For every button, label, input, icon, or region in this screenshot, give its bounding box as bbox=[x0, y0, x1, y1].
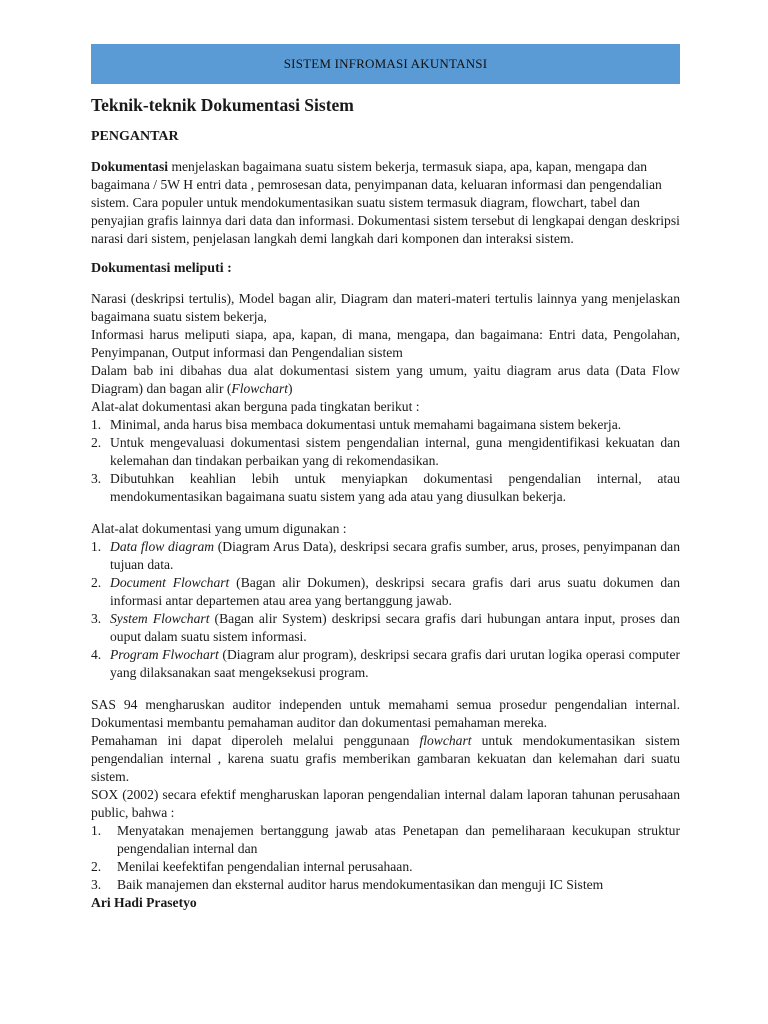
page-title: Teknik-teknik Dokumentasi Sistem bbox=[91, 95, 354, 115]
paragraph-narasi: Narasi (deskripsi tertulis), Model bagan alir, Diagram dan materi-materi tertulis lainnya yang menjelaskan bagaimana suatu sistem bekerja, bbox=[91, 291, 680, 324]
paragraph-informasi: Informasi harus meliputi siapa, apa, kapan, di mana, mengapa, dan bagaimana: Entri data, Pengolahan, Penyimpanan, Output informasi dan Pengendalian sistem bbox=[91, 327, 680, 360]
document-body bbox=[91, 94, 680, 912]
list-item: 3. System Flowchart (Bagan alir System) deskripsi secara grafis dari hubungan antara input, proses dan ouput dalam suatu sistem informasi. bbox=[91, 611, 680, 644]
list-item: 1. Data flow diagram (Diagram Arus Data), deskripsi secara grafis sumber, arus, proses, penyimpanan dan tujuan data. bbox=[91, 539, 680, 572]
paragraph-pemahaman: Pemahaman ini dapat diperoleh melalui penggunaan flowchart untuk mendokumentasikan sistem pengendalian internal , karena suatu grafis memberikan gambaran kekuatan dan kelemahan dari suatu sistem. bbox=[91, 733, 680, 784]
header-banner bbox=[91, 44, 680, 84]
author-name: Ari Hadi Prasetyo bbox=[91, 895, 197, 910]
list-item: 4. Program Flwochart (Diagram alur program), deskripsi secara grafis dari urutan logika operasi computer yang dilaksanakan saat mengeksekusi program. bbox=[91, 647, 681, 680]
paragraph-pengantar: Dokumentasi menjelaskan bagaimana suatu sistem bekerja, termasuk siapa, apa, kapan, mengapa dan bagaimana / 5W H entri data , pemrosesan data, penyimpanan data, keluaran informasi dan pengendalian sistem. Cara populer untuk mendokumentasikan suatu sistem termasuk diagram, flowchart, tabel dan penyajian grafis lainnya dari data dan informasi. Dokumentasi sistem tersebut di lengkapai dengan deskripsi narasi dari sistem, penjelasan langkah demi langkah dari komponen dan interaksi sistem. bbox=[91, 159, 680, 246]
heading-pengantar: PENGANTAR bbox=[91, 129, 179, 144]
paragraph-sas94: SAS 94 mengharuskan auditor independen untuk memahami semua prosedur pengendalian internal. Dokumentasi membantu pemahaman auditor dan dokumentasi pemahaman mereka. bbox=[91, 697, 680, 730]
paragraph-tools-intro: Alat-alat dokumentasi yang umum digunakan : bbox=[91, 521, 347, 536]
list-item: 2. Menilai keefektifan pengendalian internal perusahaan. bbox=[91, 859, 413, 874]
list-item: 2. Document Flowchart (Bagan alir Dokumen), deskripsi secara grafis dari arus suatu dokumen dan informasi antar departemen atau area yang bertanggung jawab. bbox=[91, 575, 680, 608]
list-item: 1. Menyatakan menajemen bertanggung jawab atas Penetapan dan pemeliharaan kecukupan struktur pengendalian internal dan bbox=[91, 823, 680, 856]
paragraph-sox: SOX (2002) secara efektif mengharuskan laporan pengendalian internal dalam laporan tahunan perusahaan public, bahwa : bbox=[91, 787, 680, 820]
term-dokumentasi: Dokumentasi bbox=[91, 159, 169, 174]
list-item: 3. Dibutuhkan keahlian lebih untuk menyiapkan dokumentasi pengendalian internal, atau mendokumentasikan bagaimana suatu sistem yang ada atau yang diusulkan bekerja. bbox=[91, 471, 680, 504]
paragraph-tingkatan: Alat-alat dokumentasi akan berguna pada tingkatan berikut : bbox=[91, 399, 420, 414]
levels-list bbox=[91, 416, 680, 506]
sox-list bbox=[91, 822, 680, 894]
tools-list bbox=[91, 538, 680, 682]
banner-title: SISTEM INFROMASI AKUNTANSI bbox=[283, 56, 488, 71]
list-item: 3. Baik manajemen dan eksternal auditor harus mendokumentasikan dan menguji IC Sistem bbox=[91, 877, 604, 892]
list-item: 2. Untuk mengevaluasi dokumentasi sistem pengendalian internal, guna mengidentifikasi kekuatan dan kelemahan dan tindakan perbaikan yang di rekomendasikan. bbox=[91, 435, 680, 468]
list-item: 1. Minimal, anda harus bisa membaca dokumentasi untuk memahami bagaimana sistem bekerja. bbox=[91, 417, 622, 432]
heading-dokumentasi-meliputi: Dokumentasi meliputi : bbox=[91, 261, 232, 276]
paragraph-dua-alat: Dalam bab ini dibahas dua alat dokumentasi sistem yang umum, yaitu diagram arus data (Data Flow Diagram) dan bagan alir (Flowchart) bbox=[91, 363, 680, 396]
